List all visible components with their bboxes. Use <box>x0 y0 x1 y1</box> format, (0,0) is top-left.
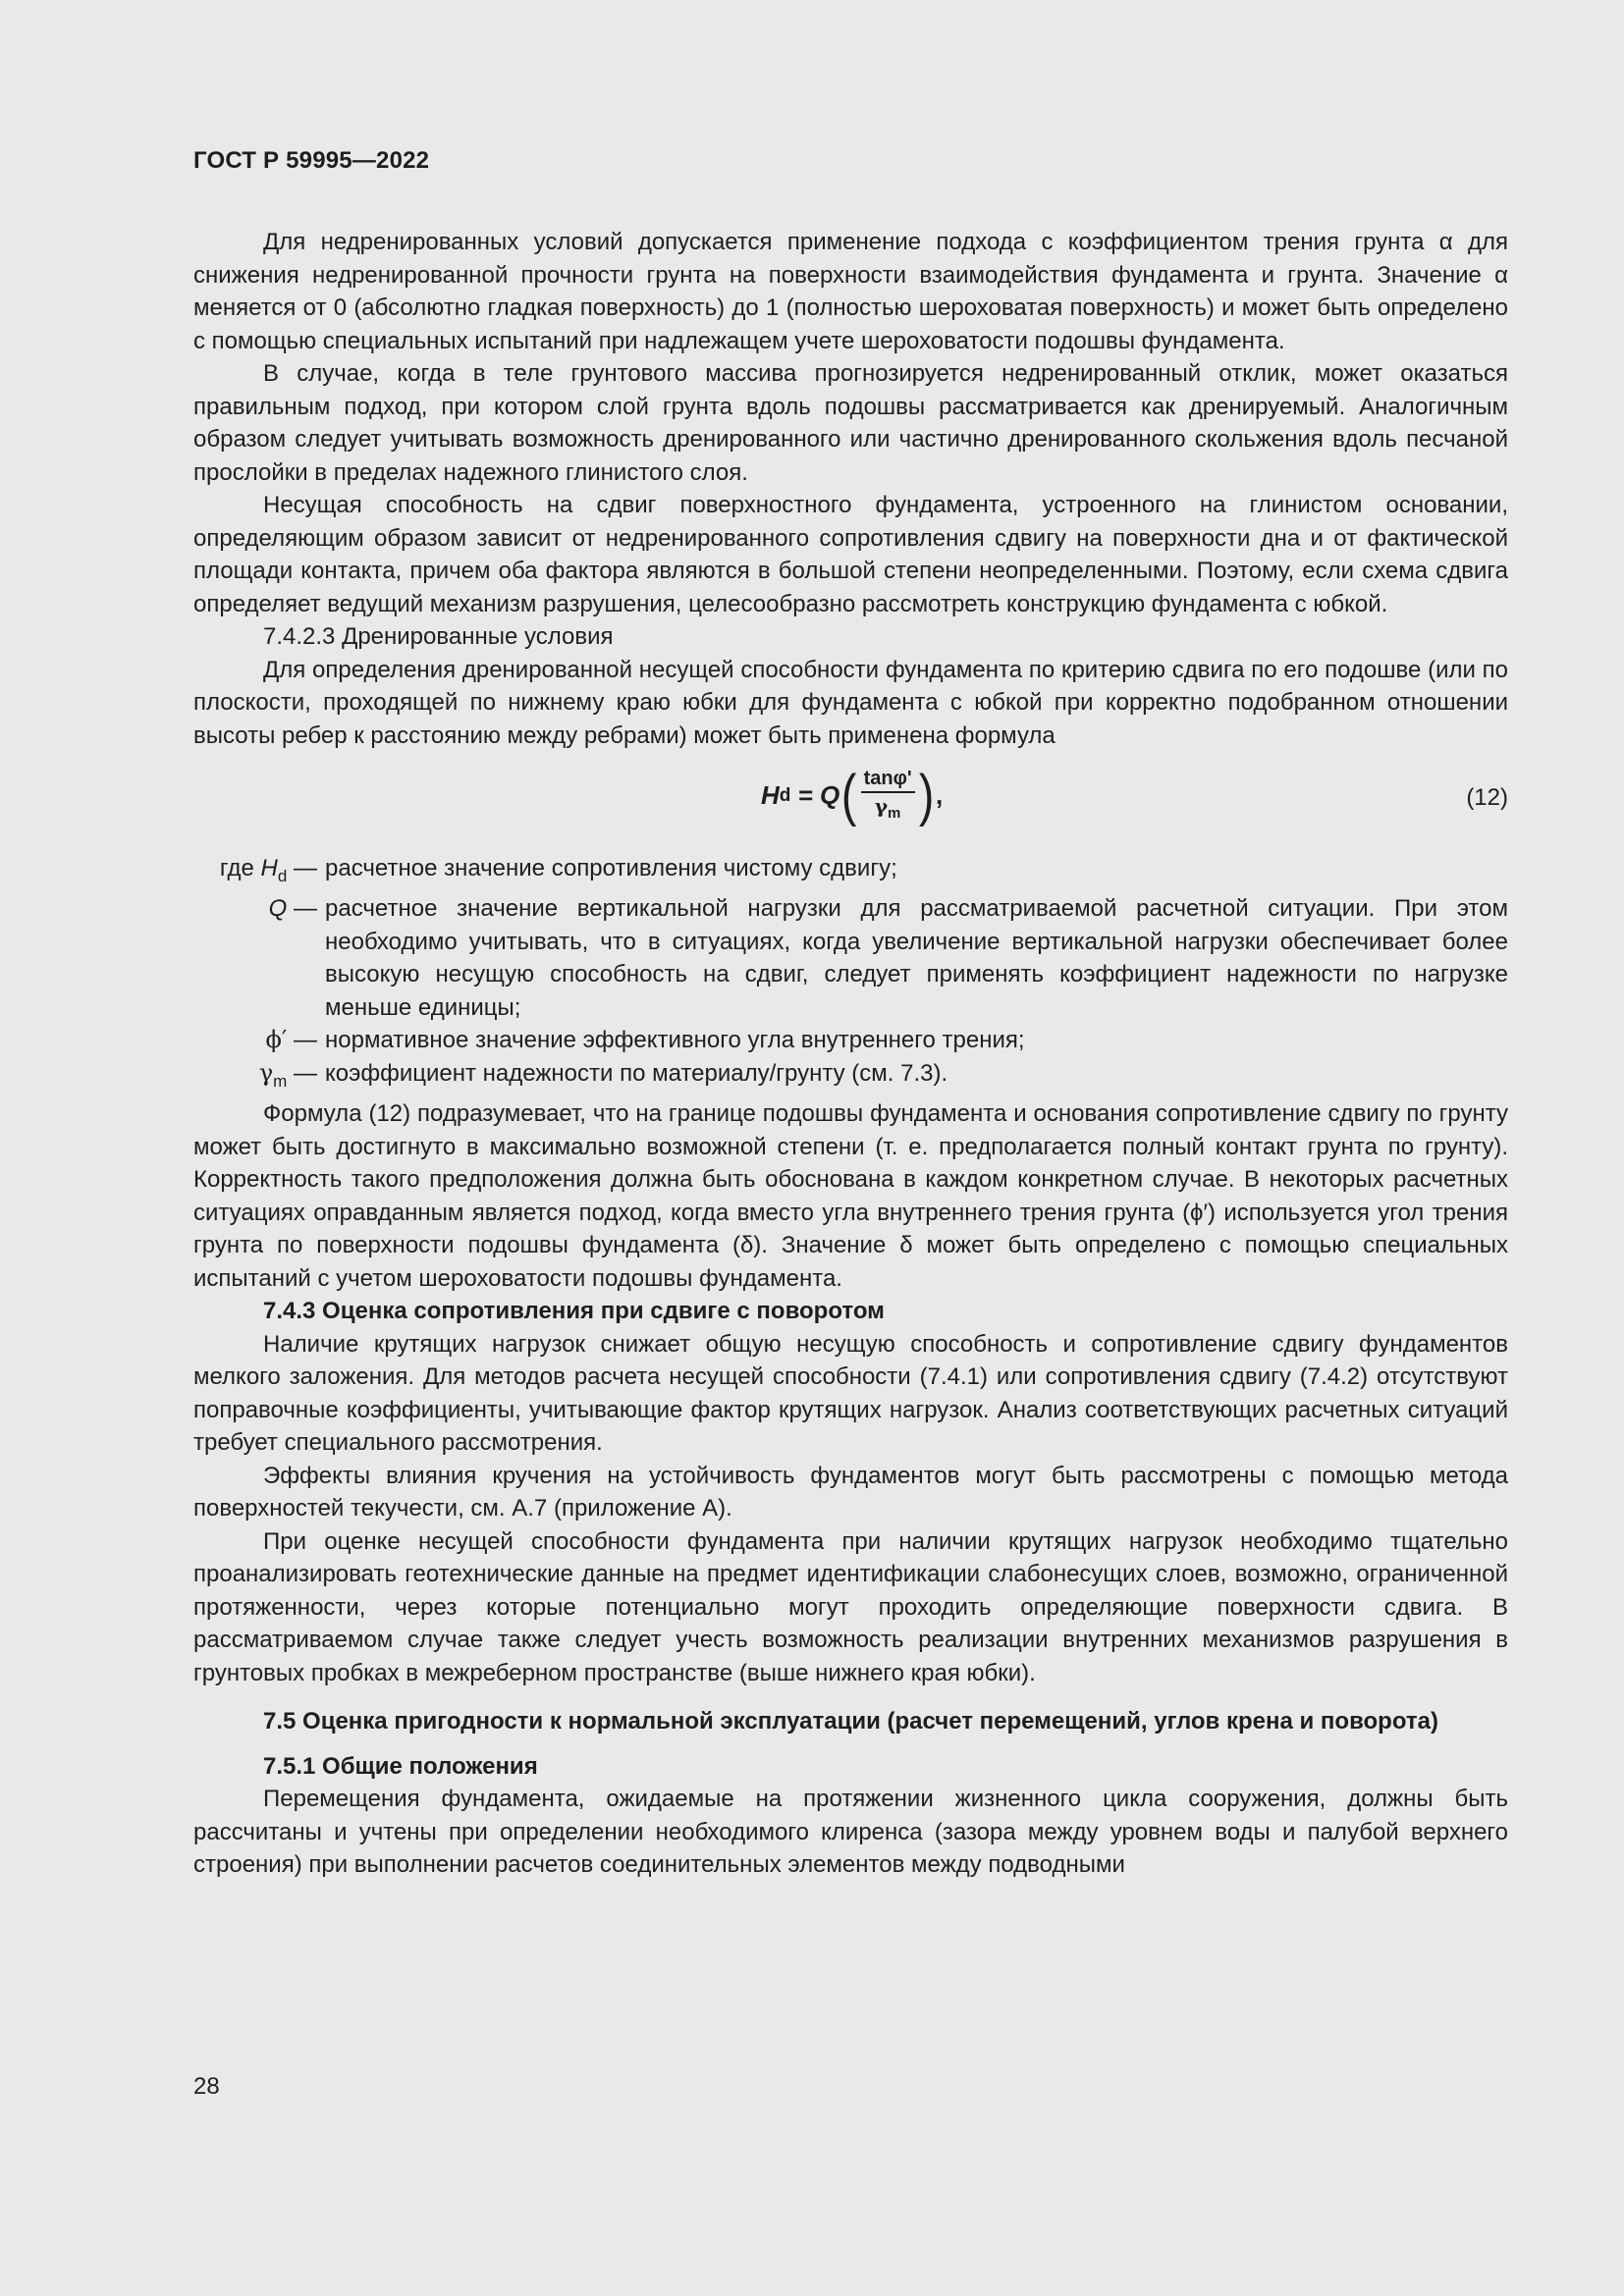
section-7-4-2-3-title: 7.4.2.3 Дренированные условия <box>263 623 614 650</box>
formula-denominator: $\gamma_m$ <box>874 794 901 822</box>
formula-fraction <box>859 766 917 827</box>
section-7-4-3-title: 7.4.3 Оценка сопротивления при сдвиге с поворотом <box>263 1298 885 1325</box>
paragraph: Перемещения фундамента, ожидаемые на протяжении жизненного цикла сооружения, должны быть рассчитаны и учтены при определении необходимого клиренса (зазора между уровнем воды и палубой верхнего строения) при выполнении расчетов соединительных элементов между подводными <box>193 1786 1508 1879</box>
formula-trailing-comma: , <box>935 780 944 811</box>
where-description: расчетное значение сопротивления чистому сдвигу; <box>325 855 897 881</box>
paragraph: При оценке несущей способности фундамента при наличии крутящих нагрузок необходимо тщательно проанализировать геотехнические данные на предмет идентификации слабонесущих слоев, возможно, ограниченной протяженности, через которые потенциально могут проходить определяющие поверхности сдвига. В рассматриваемом случае также следует учесть возможность реализации внутренних механизмов разрушения в грунтовых пробках в межреберном пространстве (выше нижнего края юбки). <box>193 1527 1508 1686</box>
page-number: 28 <box>193 2073 220 2100</box>
where-symbol: Q — <box>268 895 317 923</box>
document-code-header: ГОСТ Р 59995—2022 <box>193 147 430 174</box>
section-7-5-title: 7.5 Оценка пригодности к нормальной эксплуатации (расчет перемещений, углов крена и поворота) <box>263 1708 1438 1735</box>
where-symbol: $\gamma_m$ — <box>258 1058 317 1091</box>
formula-12 <box>193 756 1508 838</box>
paragraph: В случае, когда в теле грунтового массива прогнозируется недренированный отклик, может оказаться правильным подход, при котором слой грунта вдоль подошвы рассматривается как дренируемый. Аналогичным образом следует учитывать возможность дренированного или частично дренированного скольжения вдоль песчаной прослойки в пределах надежного глинистого слоя. <box>193 360 1508 486</box>
formula-equals-q: = Q <box>790 780 840 811</box>
page-content <box>193 226 1508 1882</box>
where-description: нормативное значение эффективного угла внутреннего трения; <box>325 1027 1025 1054</box>
formula-lhs: H <box>761 780 780 811</box>
formula-numerator: tanφ' <box>861 766 915 793</box>
formula-expression <box>761 762 943 830</box>
where-symbol: где $H_d$ — <box>219 855 317 885</box>
left-paren-icon: ( <box>841 764 857 828</box>
where-description: расчетное значение вертикальной нагрузки для рассматриваемой расчетной ситуации. При этом необходимо учитывать, что в ситуациях, когда увеличение вертикальной нагрузки обеспечивает более высокую несущую способность на сдвиг, следует применять коэффициент надежности по нагрузке меньше единицы; <box>325 895 1508 1021</box>
where-list <box>193 852 1508 1097</box>
paragraph: Наличие крутящих нагрузок снижает общую несущую способность и сопротивление сдвигу фундаментов мелкого заложения. Для методов расчета несущей способности (7.4.1) или сопротивления сдвигу (7.4.2) отсутствуют поправочные коэффициенты, учитывающие фактор крутящих нагрузок. Анализ соответствующих расчетных ситуаций требует специального рассмотрения. <box>193 1330 1508 1457</box>
where-symbol: ϕ′ — <box>265 1026 317 1054</box>
formula-number: (12) <box>1466 784 1508 811</box>
paragraph: Для определения дренированной несущей способности фундамента по критерию сдвига по его подошве (или по плоскости, проходящей по нижнему краю юбки для фундамента с юбкой при корректно подобранном отношении высоты ребер к расстоянию между ребрами) может быть применена формула <box>193 656 1508 749</box>
formula-lhs-subscript: d <box>779 785 791 807</box>
paragraph: Для недренированных условий допускается применение подхода с коэффициентом трения грунта α для снижения недренированной прочности грунта на поверхности взаимодействия фундамента и грунта. Значение α меняется от 0 (абсолютно гладкая поверхность) до 1 (полностью шероховатая поверхность) и может быть определено с помощью специальных испытаний при надлежащем учете шероховатости подошвы фундамента. <box>193 229 1508 354</box>
paragraph: Эффекты влияния кручения на устойчивость фундаментов могут быть рассмотрены с помощью метода поверхностей текучести, см. А.7 (приложение А). <box>193 1462 1508 1522</box>
right-paren-icon: ) <box>918 764 935 828</box>
section-7-5-1-title: 7.5.1 Общие положения <box>263 1752 538 1780</box>
paragraph: Несущая способность на сдвиг поверхностного фундамента, устроенного на глинистом основании, определяющим образом зависит от недренированного сопротивления сдвигу на поверхности дна и от фактической площади контакта, причем оба фактора являются в большой степени неопределенными. Поэтому, если схема сдвига определяет ведущий механизм разрушения, целесообразно рассмотреть конструкцию фундамента с юбкой. <box>193 492 1508 617</box>
where-description: коэффициент надежности по материалу/грунту (см. 7.3). <box>325 1059 948 1087</box>
paragraph: Формула (12) подразумевает, что на границе подошвы фундамента и основания сопротивление сдвигу по грунту может быть достигнуто в максимально возможной степени (т. е. предполагается полный контакт грунта по грунту). Корректность такого предположения должна быть обоснована в каждом конкретном случае. В некоторых расчетных ситуациях оправданным является подход, когда вместо угла внутреннего трения грунта (ϕ′) используется угол трения грунта по поверхности подошвы фундамента (δ). Значение δ может быть определено с помощью специальных испытаний с учетом шероховатости подошвы фундамента. <box>193 1100 1508 1292</box>
